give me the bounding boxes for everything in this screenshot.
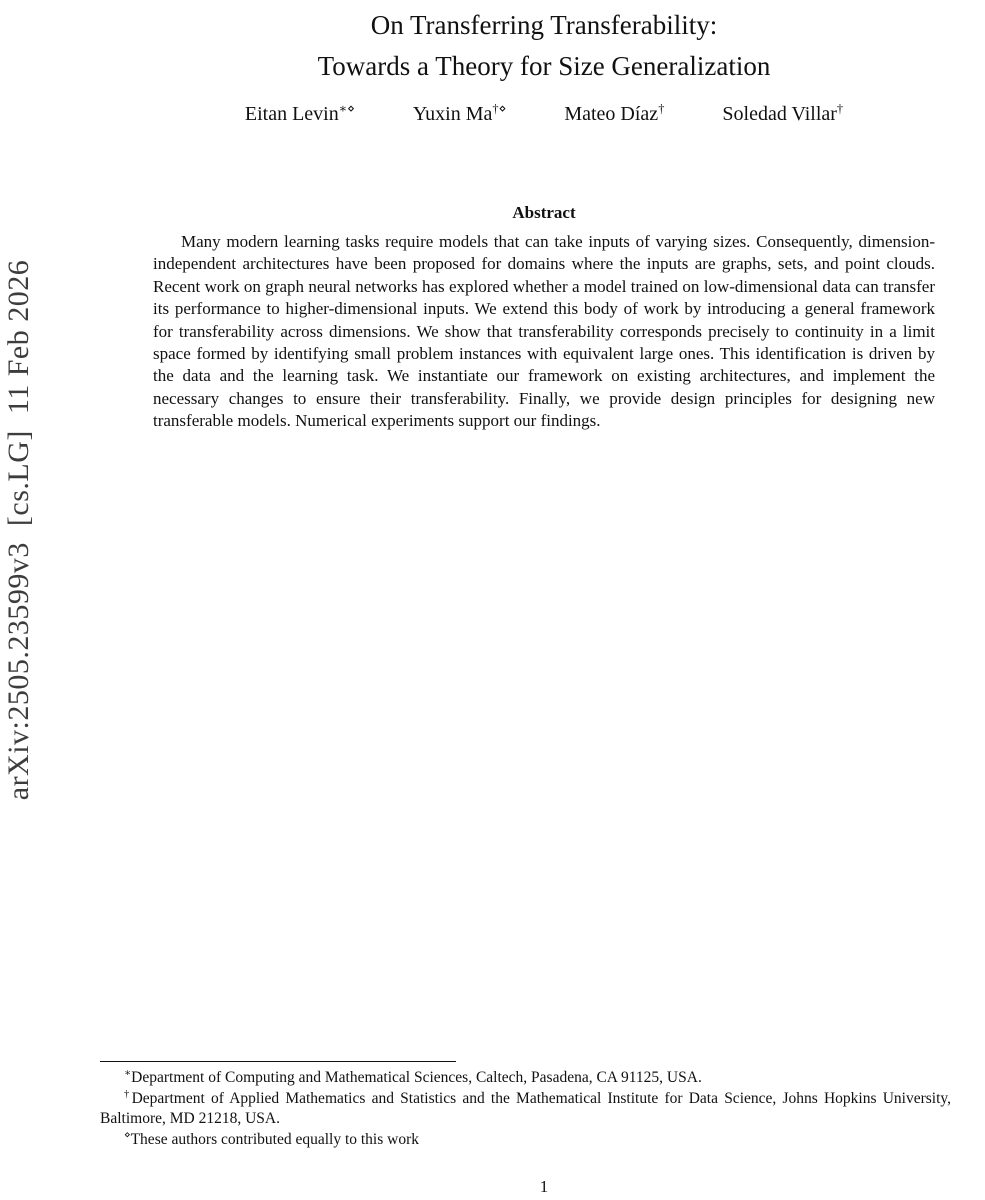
abstract-heading: Abstract [512,203,576,222]
author [564,103,664,126]
author [413,103,506,126]
abstract-body: Many modern learning tasks require models that can take inputs of varying sizes. Consequently, dimension-independent architectures have been proposed for domains where the inputs are graphs, sets, and point clouds. Recent work on graph neural networks has explored whether a model trained on low-dimensional data can transfer its performance to higher-dimensional inputs. We extend this body of work by introducing a general framework for transferability across dimensions. We show that transferability corresponds precisely to continuity in a limit space formed by identifying small problem instances with equivalent large ones. This identification is driven by the data and the learning task. We instantiate our framework on existing architectures, and implement the necessary changes to ensure their transferability. Finally, we provide design principles for designing new transferable models. Numerical experiments support our findings. [153,232,935,431]
footnote-marker: ⋄ [124,1129,131,1141]
paper-title [153,5,935,87]
footnote [100,1130,951,1151]
author-superscript: †⋄ [492,101,507,116]
author-superscript: † [836,101,844,116]
author [245,103,355,126]
arxiv-watermark: arXiv:2505.23599v3 [cs.LG] 11 Feb 2026 [2,259,35,801]
footnote-text: Department of Computing and Mathematical Sciences, Caltech, Pasadena, CA 91125, USA. [131,1069,702,1086]
author-name: Yuxin Ma [412,103,493,125]
footnote-text: Department of Applied Mathematics and Statistics and the Mathematical Institute for Data Science, Johns Hopkins University, Baltimore, MD 21218, USA. [100,1089,952,1127]
title-line-2: Towards a Theory for Size Generalization [317,51,771,81]
footnote-marker: † [124,1088,132,1100]
footnotes-section [100,1061,951,1150]
footnote-marker: ∗ [124,1067,132,1079]
footnote [100,1089,951,1130]
title-line-1: On Transferring Transferability: [370,10,718,40]
author-name: Mateo Díaz [564,103,659,125]
author-name: Soledad Villar [722,103,837,125]
author [722,103,843,126]
author-superscript: † [658,101,665,116]
author-name: Eitan Levin [244,103,339,125]
footnote-rule [100,1061,456,1062]
author-superscript: ∗⋄ [338,101,355,116]
author-list [153,103,935,126]
footnote-text: These authors contributed equally to this work [130,1130,420,1148]
footnote [100,1068,951,1089]
page-number: 1 [539,1177,549,1196]
